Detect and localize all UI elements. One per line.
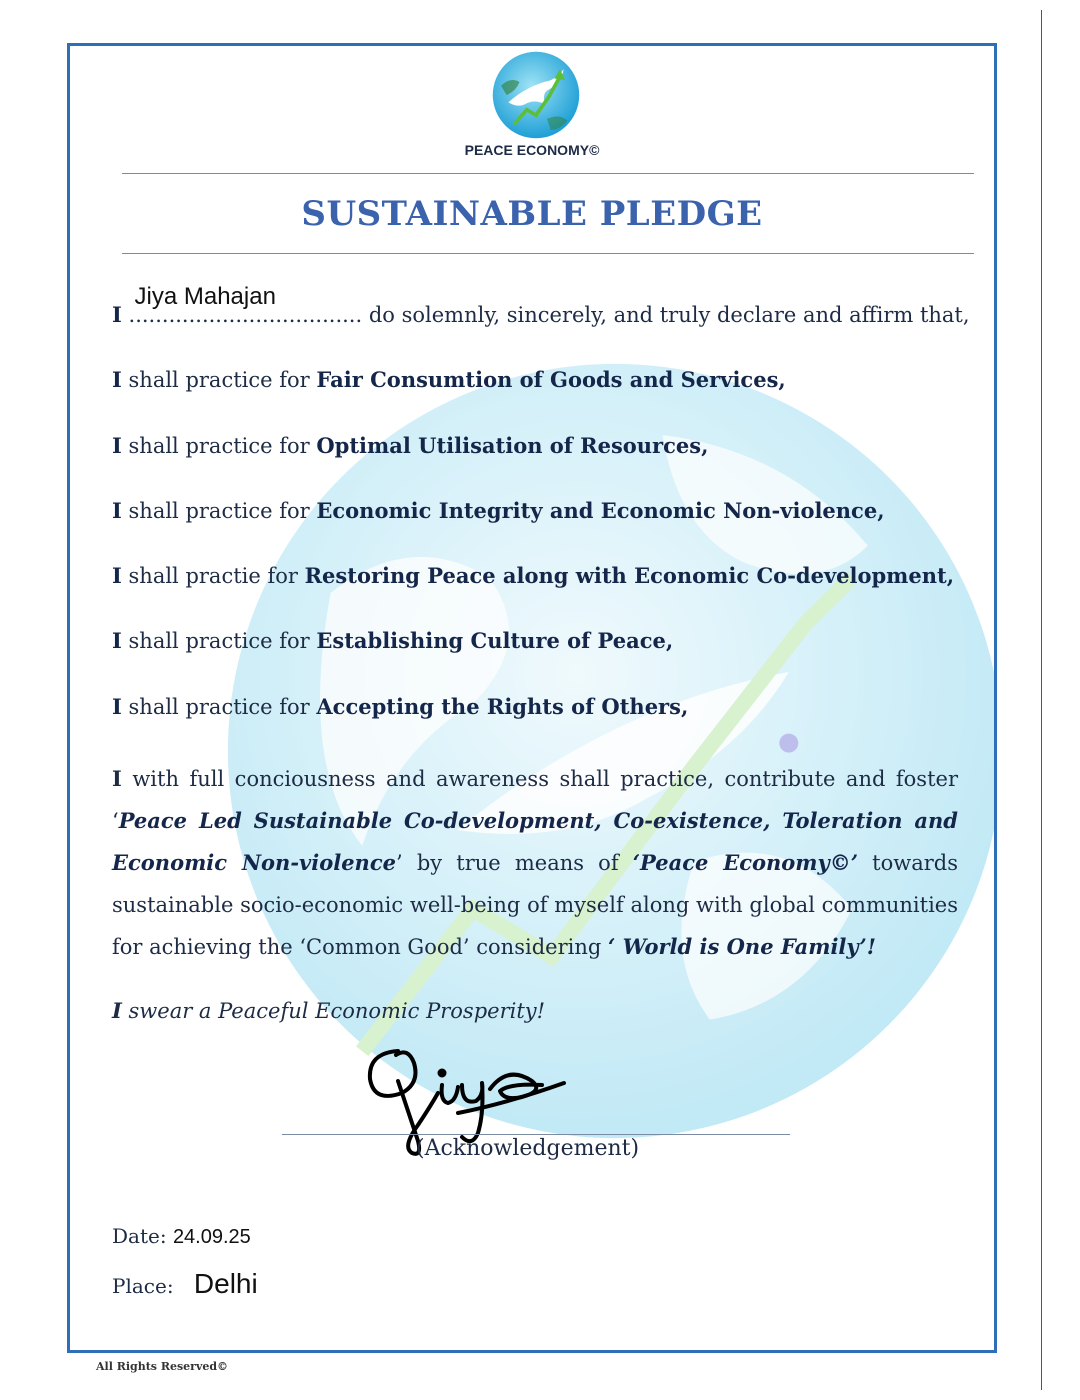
date-value: 24.09.25 [172, 1226, 251, 1248]
title-divider [122, 253, 974, 254]
paragraph-emphasis: Peace Led Sustainable Co-development, Co-existence, Toleration and Economic Non-violence [112, 808, 958, 875]
pledge-text: shall practice for [128, 695, 310, 719]
pledge-prefix: I [112, 694, 122, 719]
paragraph-emphasis: ‘ World is One Family’! [607, 934, 876, 959]
commitment-paragraph [112, 758, 958, 968]
pledge-prefix: I [112, 433, 122, 458]
footer-rights: All Rights Reserved© [96, 1360, 229, 1373]
date-label: Date: [112, 1224, 167, 1248]
acknowledgement-label: (Acknowledgement) [416, 1136, 640, 1161]
pledge-text: shall practice for [128, 368, 310, 392]
place-label: Place: [112, 1274, 174, 1298]
oath-prefix: I [112, 998, 122, 1023]
pledge-prefix: I [112, 563, 122, 588]
pledge-line [112, 628, 962, 653]
pledge-line [112, 563, 962, 588]
pledge-item: Economic Integrity and Economic Non-violence, [316, 498, 885, 523]
logo-text: PEACE ECONOMY© [464, 142, 600, 158]
signer-name: Jiya Mahajan [134, 283, 276, 310]
paragraph-text: towards sustainable socio-economic well-being of myself along with global communities for achieving the ‘Common Good’ considering [112, 851, 959, 959]
place-value: Delhi [193, 1268, 258, 1299]
pledge-item: Restoring Peace along with Economic Co-development, [304, 563, 955, 588]
oath-text: swear a Peaceful Economic Prosperity! [128, 999, 546, 1023]
date-row [112, 1224, 251, 1249]
name-dots: ................................... [128, 303, 363, 327]
pledge-text: shall practice for [128, 629, 310, 653]
name-field [128, 283, 363, 327]
signature-line [282, 1134, 790, 1135]
pledge-text: shall practice for [128, 499, 310, 523]
globe-watermark [220, 356, 997, 1146]
paragraph-text: with full conciousness and awareness shall practice, contribute and foster ‘ [112, 767, 958, 833]
paragraph-text: ’ by true means of [395, 851, 633, 875]
pledge-line [112, 694, 962, 719]
pledge-line [112, 498, 962, 523]
pledge-line [112, 433, 962, 458]
pledge-prefix: I [112, 367, 122, 392]
pledge-item: Optimal Utilisation of Resources, [316, 433, 709, 458]
pledge-line [112, 367, 962, 392]
declaration-line [112, 283, 970, 327]
oath-line [112, 998, 545, 1023]
pledge-item: Fair Consumtion of Goods and Services, [316, 367, 786, 392]
pledge-prefix: I [112, 498, 122, 523]
peace-economy-logo [488, 49, 584, 141]
declaration-text: do solemnly, sincerely, and truly declare and affirm that, [368, 303, 970, 327]
paragraph-emphasis: ‘Peace Economy©’ [632, 850, 859, 875]
top-divider [122, 173, 974, 174]
page-edge-line [1041, 10, 1042, 1390]
certificate-frame [67, 43, 997, 1353]
pledge-item: Establishing Culture of Peace, [316, 628, 674, 653]
pledge-text: shall practie for [128, 564, 298, 588]
place-row [112, 1268, 258, 1300]
declaration-prefix: I [112, 302, 122, 327]
paragraph-lead: I [112, 766, 122, 791]
pledge-item: Accepting the Rights of Others, [316, 694, 689, 719]
page-title: SUSTAINABLE PLEDGE [301, 194, 763, 234]
pledge-prefix: I [112, 628, 122, 653]
pledge-text: shall practice for [128, 434, 310, 458]
